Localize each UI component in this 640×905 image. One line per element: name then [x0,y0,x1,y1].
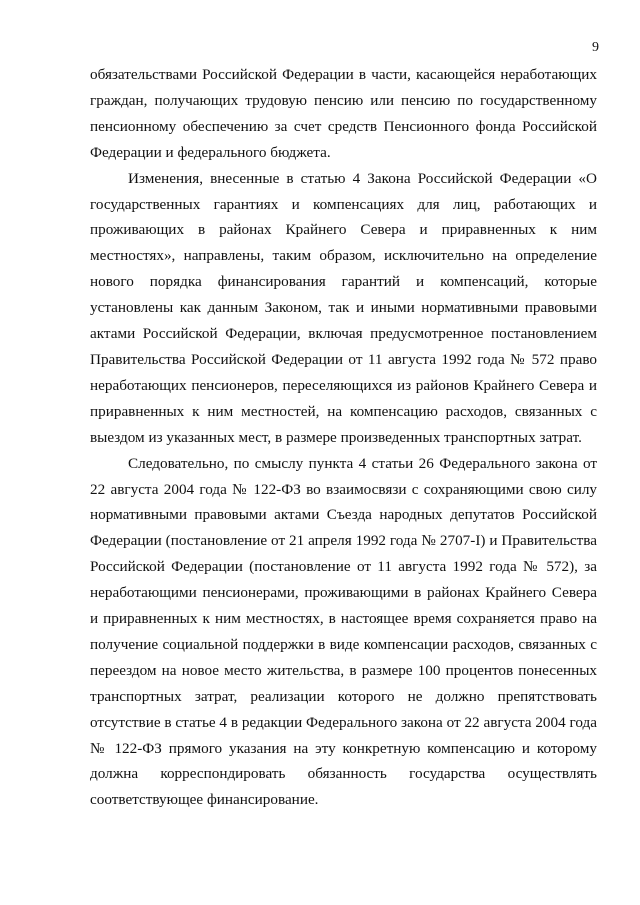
page-number: 9 [592,40,599,55]
document-body [90,62,597,813]
paragraph-amendments: Изменения, внесенные в статью 4 Закона Российской Федерации «О государственных гарантиях и компенсациях для лиц, работающих и проживающих в районах Крайнего Севера и приравненных к ним местностях», направлены, таким образом, исключительно на определение нового порядка финансирования гарантий и компенсаций, которые установлены как данным Законом, так и иными нормативными правовыми актами Российской Федерации, включая предусмотренное постановлением Правительства Российской Федерации от 11 августа 1992 года № 572 право неработающих пенсионеров, переселяющихся из районов Крайнего Севера и приравненных к ним местностей, на компенсацию расходов, связанных с выездом из указанных мест, в размере произведенных транспортных затрат. [90,169,597,446]
paragraph-continuation: обязательствами Российской Федерации в части, касающейся неработающих граждан, получающих трудовую пенсию или пенсию по государственному пенсионному обеспечению за счет средств Пенсионного фонда Российской Федерации и федерального бюджета. [90,66,597,161]
paragraph-conclusion: Следовательно, по смыслу пункта 4 статьи 26 Федерального закона от 22 августа 2004 года № 122-ФЗ во взаимосвязи с сохраняющими свою силу нормативными правовыми актами Съезда народных депутатов Российской Федерации (постановление от 21 апреля 1992 года № 2707-I) и Правительства Российской Федерации (постановление от 11 августа 1992 года № 572), за неработающими пенсионерами, проживающими в районах Крайнего Севера и приравненных к ним местностях, в настоящее время сохраняется право на получение социальной поддержки в виде компенсации расходов, связанных с переездом на новое место жительства, в размере 100 процентов понесенных транспортных затрат, реализации которого не должно препятствовать отсутствие в статье 4 в редакции Федерального закона от 22 августа 2004 года № 122-ФЗ прямого указания на эту конкретную компенсацию и которому должна корреспондировать обязанность государства осуществлять соответствующее финансирование. [90,454,597,809]
